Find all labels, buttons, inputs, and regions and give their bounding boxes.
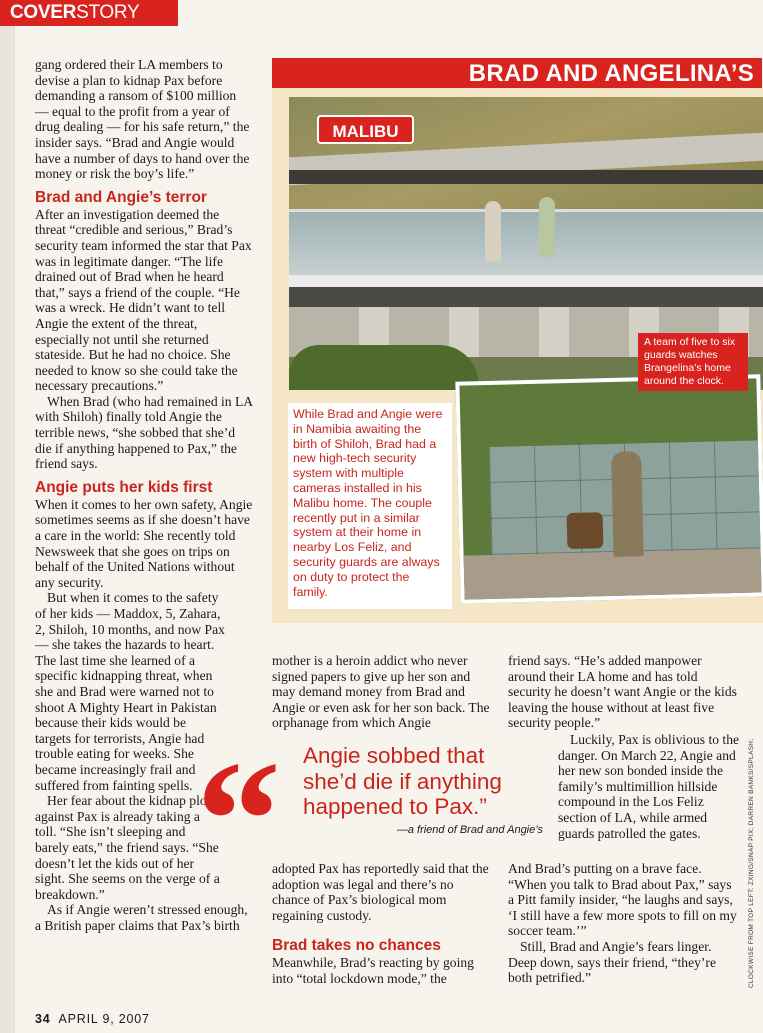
col1-paragraph: But when it comes to the safety of her kids — Maddox, 5, Zahara, 2, Shiloh, 10 months, and now Pax — she takes the hazards to heart. The last time she learned of a specific kidnapping threat, when she and Brad were warned not to shoot A Mighty Heart in Pakistan because their kids would be targets for terrorists, Angie had trouble eating for weeks. She became increasingly frail and suffered from fainting spells. — [35, 590, 225, 793]
subhead-no-chances: Brad takes no chances — [272, 937, 441, 955]
col1-paragraph: gang ordered their LA members to devise a plan to kidnap Pax before demanding a ransom of $100 million — equal to the profit from a year of drug dealing — for his safe return,” the insider says. “Brad and Angie would have a number of days to hand over the money or risk the boy’s life.” — [35, 57, 250, 182]
section-tag-light: STORY — [76, 2, 140, 23]
issue-date: APRIL 9, 2007 — [58, 1012, 150, 1026]
column-3-top — [508, 653, 738, 731]
page-number: 34 — [35, 1012, 51, 1026]
col3-paragraph: friend says. “He’s added manpower around their LA home and has told security he doesn’t want Angie or the kids leaving the house without at least five security people.” — [508, 653, 737, 731]
photo-caption: While Brad and Angie were in Namibia awaiting the birth of Shiloh, Brad had a new high-tech security system with multiple cameras installed in his Malibu home. The couple recently put in a similar system at their home in nearby Los Feliz, and security guards are always on duty to protect the family. — [288, 403, 452, 609]
col2-paragraph: mother is a heroin addict who never signed papers to give up her son and may demand money from Brad and Angie or even ask for her son back. The orphanage from which Angie — [272, 653, 490, 731]
subhead-kids-first: Angie puts her kids first — [35, 478, 213, 496]
pull-quote: Angie sobbed that she’d die if anything happened to Pax.” — [303, 743, 502, 819]
col3-paragraph: Luckily, Pax is oblivious to the danger. On March 22, Angie and her new son bonded inside the family’s multimillion hillside compound in the Los Feliz section of LA, while armed guards patrolled the gates. — [558, 732, 740, 841]
col1-paragraph: As if Angie weren’t stressed enough, a British paper claims that Pax’s birth — [35, 902, 248, 933]
pull-quote-attribution: —a friend of Brad and Angie’s — [396, 824, 543, 836]
security-guard-photo — [455, 374, 763, 603]
col3-paragraph: And Brad’s putting on a brave face. “When you talk to Brad about Pax,” says a Pitt family insider, “he laughs and says, ‘I still have a few more spots to fill on my soccer team.’” — [508, 861, 737, 939]
col1-paragraph: When it comes to her own safety, Angie sometimes seems as if she doesn’t have a care in the world: She recently told Newsweek that she goes on trips on behalf of the United Nations without any security. — [35, 496, 253, 590]
guard-caption: A team of five to six guards watches Brangelina’s home around the clock. — [638, 333, 748, 391]
col2-paragraph: Meanwhile, Brad’s reacting by going into “total lockdown mode,” the — [272, 955, 474, 986]
col1-paragraph: Her fear about the kidnap plot against Pax is already taking a toll. “She isn’t sleeping and barely eats,” the friend says. “She doesn’t let the kids out of her sight. She seems on the verge of a breakdown.” — [35, 793, 220, 902]
photo-credit: CLOCKWISE FROM TOP LEFT: ZXING/SNAP PIX; DARREN BANKS/SPLASH; — [748, 738, 755, 988]
col1-paragraph: When Brad (who had remained in LA with Shiloh) finally told Angie the terrible news, “she sobbed that she’d die if anything happened to Pax,” the friend says. — [35, 393, 253, 472]
page-gutter — [0, 26, 15, 1033]
column-3-bottom — [508, 861, 740, 986]
location-tag: MALIBU — [317, 115, 414, 144]
feature-banner: BRAD AND ANGELINA’S — [272, 58, 762, 88]
col2-paragraph: adopted Pax has reportedly said that the adoption was legal and there’s no chance of Pax’s biological mom regaining custody. — [272, 861, 489, 923]
col3-paragraph: Still, Brad and Angie’s fears linger. Deep down, says their friend, “they’re both petrified.” — [508, 938, 716, 986]
column-2-bottom — [272, 861, 494, 987]
section-tag — [0, 0, 178, 26]
column-2-top — [272, 653, 494, 731]
section-tag-bold: COVER — [10, 2, 77, 23]
col1-paragraph: After an investigation deemed the threat “credible and serious,” Brad’s security team informed the star that Pax was in legitimate danger. “The life drained out of Brad when he heard that,” says a friend of the couple. “He was a wreck. He didn’t want to tell Angie the extent of the threat, especially not until she returned stateside. But he had no choice. She needed to know so she could take the necessary precautions.” — [35, 206, 252, 394]
column-3-mid — [558, 732, 740, 841]
page-footer — [35, 1012, 150, 1026]
quote-mark-icon: “ — [196, 726, 281, 914]
subhead-terror: Brad and Angie’s terror — [35, 188, 207, 206]
